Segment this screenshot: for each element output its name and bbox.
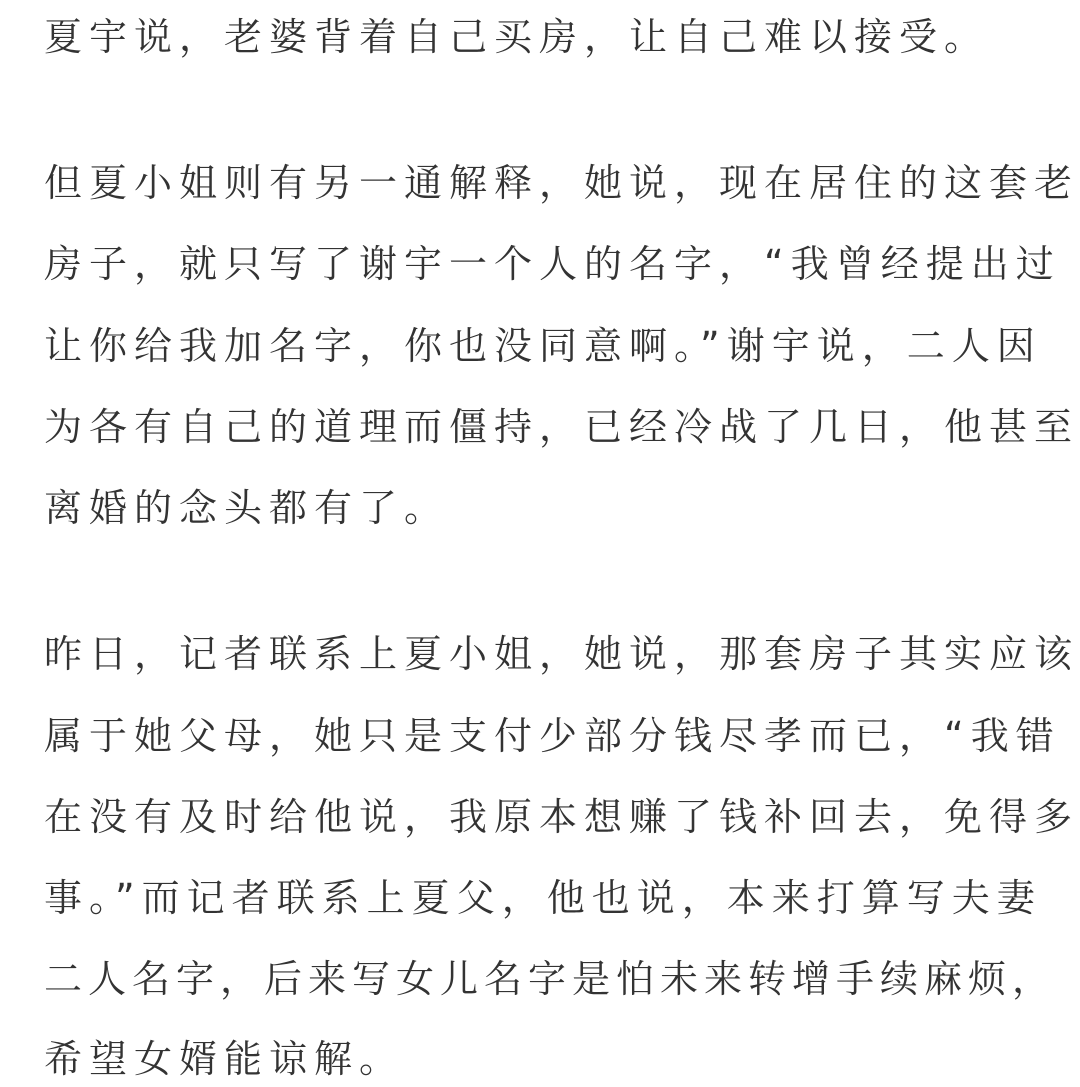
- text-line: 在没有及时给他说，我原本想赚了钱补回去，免得多: [44, 795, 1080, 839]
- text-line: 昨日，记者联系上夏小姐，她说，那套房子其实应该: [44, 632, 1080, 676]
- text-line: 事。”而记者联系上夏父，他也说，本来打算写夫妻: [44, 876, 1042, 920]
- text-line: 离婚的念头都有了。: [44, 486, 450, 530]
- text-line: 二人名字，后来写女儿名字是怕未来转增手续麻烦，: [44, 957, 1057, 1001]
- text-line: 夏宇说，老婆背着自己买房，让自己难以接受。: [44, 15, 990, 59]
- text-line: 为各有自己的道理而僵持，已经冷战了几日，他甚至: [44, 405, 1080, 449]
- text-line: 让你给我加名字，你也没同意啊。”谢宇说，二人因: [44, 324, 1042, 368]
- text-line: 希望女婿能谅解。: [44, 1037, 405, 1081]
- text-line: 属于她父母，她只是支付少部分钱尽孝而已，“我错: [44, 714, 1061, 758]
- text-line: 但夏小姐则有另一通解释，她说，现在居住的这套老: [44, 161, 1080, 205]
- text-line: 房子，就只写了谢宇一个人的名字，“我曾经提出过: [44, 242, 1061, 286]
